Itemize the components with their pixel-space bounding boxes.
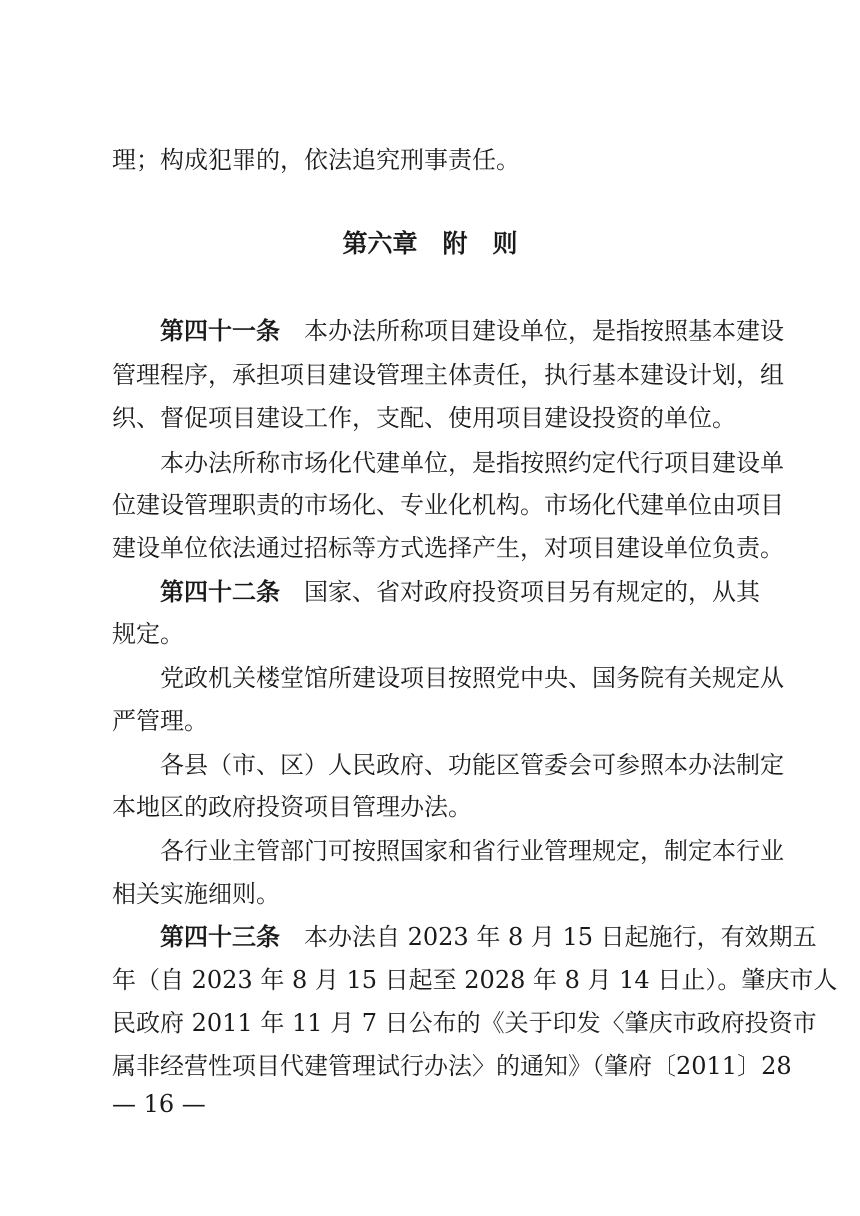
text-line: 党政机关楼堂馆所建设项目按照党中央、国务院有关规定从: [160, 664, 784, 692]
text-line: 管理程序，承担项目建设管理主体责任，执行基本建设计划，组: [112, 361, 784, 389]
article-number: 第四十三条: [160, 922, 280, 951]
text-line: 民政府 2011 年 11 月 7 日公布的《关于印发〈肇庆市政府投资市: [112, 1009, 817, 1037]
article-43-line: 第四十三条 本办法自 2023 年 8 月 15 日起施行，有效期五: [160, 922, 817, 951]
text-line: 各行业主管部门可按照国家和省行业管理规定，制定本行业: [160, 837, 784, 865]
text-line: 位建设管理职责的市场化、专业化机构。市场化代建单位由项目: [112, 491, 784, 519]
article-42-line: 第四十二条 国家、省对政府投资项目另有规定的，从其: [160, 577, 760, 606]
text-line: 年（自 2023 年 8 月 15 日起至 2028 年 8 月 14 日止）。肇庆市人: [112, 966, 838, 994]
article-41-line: 第四十一条 本办法所称项目建设单位，是指按照基本建设: [160, 316, 784, 345]
text-line: 织、督促项目建设工作，支配、使用项目建设投资的单位。: [112, 404, 736, 432]
text-line: 规定。: [112, 620, 184, 648]
text-line: 相关实施细则。: [112, 880, 280, 908]
article-number: 第四十二条: [160, 577, 280, 606]
text-line: 严管理。: [112, 707, 208, 735]
text-line: 理；构成犯罪的，依法追究刑事责任。: [112, 146, 520, 174]
article-number: 第四十一条: [160, 316, 280, 345]
text-line: 各县（市、区）人民政府、功能区管委会可参照本办法制定: [160, 751, 784, 779]
chapter-title: 第六章 附 则: [342, 229, 518, 258]
page-number: — 16 —: [112, 1090, 206, 1118]
text-line: 属非经营性项目代建管理试行办法〉的通知》（肇府〔2011〕28: [112, 1052, 792, 1080]
text-line: 本地区的政府投资项目管理办法。: [112, 793, 472, 821]
text-line: 建设单位依法通过招标等方式选择产生，对项目建设单位负责。: [112, 534, 784, 562]
text-line: 本办法所称市场化代建单位，是指按照约定代行项目建设单: [160, 449, 784, 477]
